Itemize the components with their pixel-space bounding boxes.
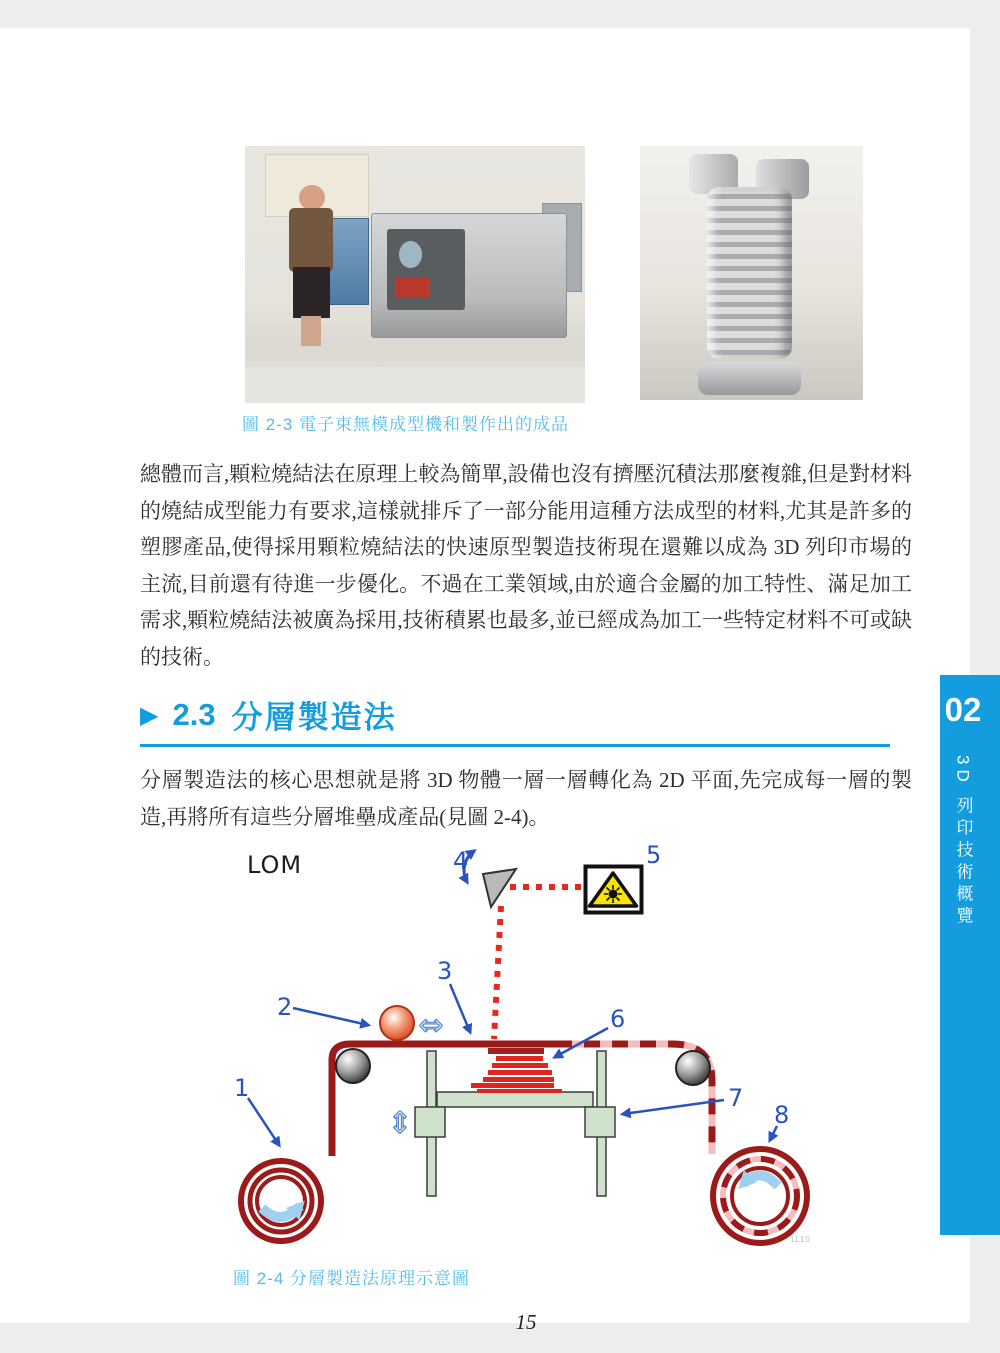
lom-diagram: [220, 843, 880, 1263]
callout-8: 8: [774, 1101, 790, 1129]
guide-pulley-right: [676, 1051, 710, 1085]
book-page: [0, 28, 970, 1334]
person-skirt: [293, 267, 330, 318]
laminated-part-stack: [471, 1048, 562, 1093]
diagram-title-lom: LOM: [247, 851, 303, 879]
diagram-watermark: LL10: [791, 1235, 811, 1244]
photo-printed-part: [640, 146, 863, 400]
figure-2-3-caption: 圖 2-3 電子束無模成型機和製作出的成品: [242, 415, 570, 434]
lab-floor: [245, 367, 585, 403]
section-number: 2.3: [172, 696, 216, 732]
section-marker-icon: ▶: [140, 700, 159, 729]
callout-1: 1: [234, 1074, 250, 1102]
machine-red-label: [395, 278, 430, 298]
callout-3: 3: [437, 957, 453, 985]
chapter-tab: [940, 675, 1000, 1235]
person-head: [299, 185, 325, 211]
machine-door: [387, 229, 465, 310]
person-jacket: [289, 208, 333, 272]
callout-5: 5: [646, 843, 662, 869]
guide-pulley-left: [336, 1049, 370, 1083]
paragraph-lom-intro: 分層製造法的核心思想就是將 3D 物體一層一層轉化為 2D 平面,先完成每一層的製造,再將所有這些分層堆壘成產品(見圖 2-4)。: [140, 768, 912, 829]
machine-window: [399, 241, 422, 268]
part-shaft: [707, 187, 792, 360]
chapter-number: 02: [944, 691, 982, 728]
person-legs: [301, 316, 321, 347]
callout-2: 2: [277, 993, 293, 1021]
callout-7: 7: [728, 1084, 744, 1112]
section-title: 分層製造法: [231, 700, 397, 735]
photo-ebf-machine: [245, 146, 585, 403]
laser-source-icon: [586, 867, 642, 913]
horizontal-motion-arrow-icon: ⇔: [418, 1008, 444, 1043]
section-heading: [140, 692, 890, 747]
machine-body: [371, 213, 567, 338]
paragraph-sintering: 總體而言,顆粒燒結法在原理上較為簡單,設備也沒有擠壓沉積法那麼複雜,但是對材料的燒結成型能力有要求,這樣就排斥了一部分能用這種方法成型的材料,尤其是許多的塑膠產品,使得採用顆粒燒結法的快速原型製造技術現在還難以成為 3D 列印市場的主流,目前還有待進一步優化。不過在工業領域,由於適合金屬的加工特性、滿足加工需求,顆粒燒結法被廣為採用,技術積累也最多,並已經成為加工一些特定材料不可或缺的技術。: [140, 462, 912, 669]
figure-2-4-caption: 圖 2-4 分層製造法原理示意圖: [233, 1269, 471, 1288]
vertical-motion-arrow-icon: ⇕: [387, 1106, 413, 1141]
laser-beam: [494, 887, 584, 1039]
chapter-title-vertical: 3D 列印技術概覽: [953, 755, 973, 929]
page-number: 15: [515, 1310, 537, 1334]
callout-6: 6: [610, 1005, 626, 1033]
heated-roller: [380, 1006, 414, 1040]
part-base: [698, 362, 801, 395]
supply-roll: [241, 1161, 321, 1241]
callout-4: 4: [453, 847, 469, 875]
takeup-roll: [713, 1149, 807, 1243]
